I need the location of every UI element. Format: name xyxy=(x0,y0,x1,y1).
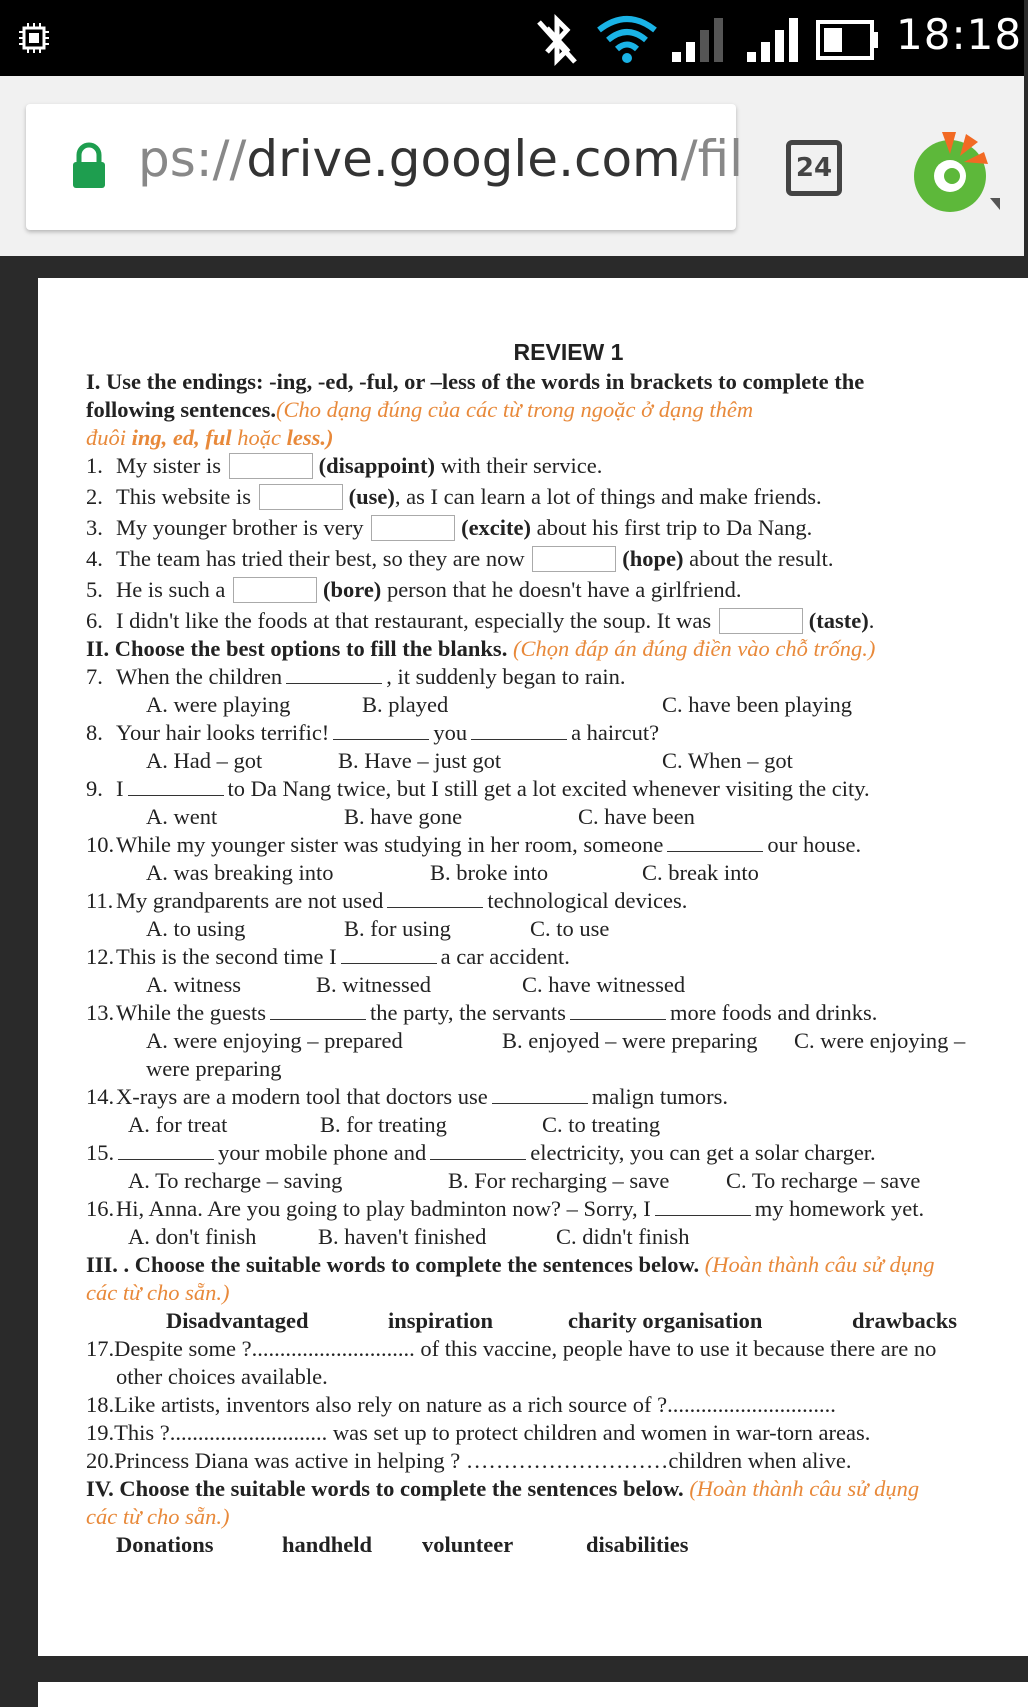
blank xyxy=(430,1142,526,1160)
answer-box-1[interactable] xyxy=(229,453,313,479)
word-4: disabilities xyxy=(586,1532,689,1557)
q15-options xyxy=(86,1167,1021,1195)
q20: 20.Princess Diana was active in helping ? ………………………children when alive. xyxy=(86,1448,852,1473)
section3-viet-a: (Hoàn thành câu sử dụng xyxy=(704,1252,935,1277)
q3: 3. My younger brother is very (excite) about his first trip to Da Nang. xyxy=(86,515,813,540)
option-b[interactable]: B. played xyxy=(362,692,449,717)
section3-heading: III. . Choose the suitable words to complete the sentences below. xyxy=(86,1252,700,1277)
q9-options xyxy=(86,803,1021,831)
section4-word-bank xyxy=(86,1531,1021,1559)
word-4: drawbacks xyxy=(852,1308,958,1333)
option-b[interactable]: B. for treating xyxy=(320,1112,447,1137)
option-a[interactable]: A. witness xyxy=(146,972,241,997)
q15: 15. your mobile phone and electricity, you can get a solar charger. xyxy=(86,1140,876,1165)
q5: 5. He is such a (bore) person that he doesn't have a girlfriend. xyxy=(86,577,742,602)
section1-viet-a: (Cho dạng đúng của các từ trong ngoặc ở dạng thêm xyxy=(276,397,754,422)
option-b[interactable]: B. For recharging – save xyxy=(448,1168,670,1193)
q9: 9. I to Da Nang twice, but I still get a lot excited whenever visiting the city. xyxy=(86,776,870,801)
q12: 12.This is the second time I a car accident. xyxy=(86,944,570,969)
q13: 13.While the guests the party, the servants more foods and drinks. xyxy=(86,1000,878,1025)
lock-icon xyxy=(70,142,108,190)
option-b[interactable]: B. witnessed xyxy=(316,972,431,997)
option-c[interactable]: C. to use xyxy=(530,916,610,941)
option-b[interactable]: B. have gone xyxy=(344,804,463,829)
q14-options xyxy=(86,1111,1021,1139)
section1-viet-b2: ing, ed, ful xyxy=(131,425,232,450)
word-1: Disadvantaged xyxy=(166,1308,309,1333)
blank xyxy=(655,1198,751,1216)
battery-icon xyxy=(816,20,880,60)
blank xyxy=(471,722,567,740)
status-bar xyxy=(0,0,1024,76)
section2-heading: II. Choose the best options to fill the blanks. xyxy=(86,636,508,661)
blank xyxy=(667,834,763,852)
section1-viet-b1: đuôi xyxy=(86,425,127,450)
option-a[interactable]: A. were enjoying – prepared xyxy=(146,1028,403,1053)
option-b[interactable]: B. for using xyxy=(344,916,451,941)
browser-toolbar xyxy=(0,76,1024,256)
option-b[interactable]: B. Have – just got xyxy=(338,748,502,773)
q6: 6. I didn't like the foods at that restaurant, especially the soup. It was (taste). xyxy=(86,608,875,633)
clock-time: 18:18 xyxy=(896,10,1023,59)
doc-title: REVIEW 1 xyxy=(513,339,624,365)
blank xyxy=(118,1142,214,1160)
option-b[interactable]: B. broke into xyxy=(430,860,549,885)
next-page-edge xyxy=(38,1682,1028,1707)
q7-options xyxy=(86,691,1021,719)
q7: 7. When the children , it suddenly began to rain. xyxy=(86,664,626,689)
q8: 8. Your hair looks terrific! you a haircut? xyxy=(86,720,660,745)
url-path: /fil xyxy=(680,130,743,188)
blank xyxy=(128,778,224,796)
section2-viet: (Chọn đáp án đúng điền vào chỗ trống.) xyxy=(512,636,876,661)
q11-options xyxy=(86,915,1021,943)
option-b[interactable]: B. enjoyed – were preparing xyxy=(502,1028,758,1053)
word-2: inspiration xyxy=(388,1308,494,1333)
option-c[interactable]: C. To recharge – save xyxy=(726,1168,921,1193)
q4: 4. The team has tried their best, so they are now (hope) about the result. xyxy=(86,546,834,571)
option-a[interactable]: A. don't finish xyxy=(128,1224,257,1249)
address-bar[interactable] xyxy=(26,104,743,230)
option-c[interactable]: C. have been xyxy=(578,804,695,829)
document-viewer[interactable] xyxy=(0,256,1024,1707)
document-content xyxy=(86,338,1021,1559)
blank xyxy=(333,722,429,740)
blank xyxy=(387,890,483,908)
option-a[interactable]: A. To recharge – saving xyxy=(128,1168,343,1193)
signal-strong-icon xyxy=(745,14,801,64)
q2: 2. This website is (use), as I can learn a lot of things and make friends. xyxy=(86,484,822,509)
q14: 14.X-rays are a modern tool that doctors use malign tumors. xyxy=(86,1084,729,1109)
option-a[interactable]: A. went xyxy=(146,804,218,829)
word-3: charity organisation xyxy=(568,1308,763,1333)
section1-viet-b4: less.) xyxy=(286,425,334,450)
option-c[interactable]: C. have witnessed xyxy=(522,972,686,997)
option-b[interactable]: B. haven't finished xyxy=(318,1224,487,1249)
blank xyxy=(286,666,382,684)
q13-options-cont xyxy=(86,1055,1021,1083)
answer-box-5[interactable] xyxy=(233,577,317,603)
answer-box-3[interactable] xyxy=(371,515,455,541)
q16: 16.Hi, Anna. Are you going to play badminton now? – Sorry, I my homework yet. xyxy=(86,1196,925,1221)
q13-options xyxy=(86,1027,1021,1055)
blank xyxy=(270,1002,366,1020)
word-3: volunteer xyxy=(422,1532,514,1557)
wifi-icon xyxy=(595,14,659,64)
blank xyxy=(341,946,437,964)
q19: 19.This ?............................ was set up to protect children and women in war-torn areas. xyxy=(86,1420,871,1445)
option-c[interactable]: C. were enjoying – xyxy=(794,1028,966,1053)
section1-heading-line1: I. Use the endings: -ing, -ed, -ful, or –less of the words in brackets to complete the xyxy=(86,369,865,394)
document-page xyxy=(38,278,1028,1656)
blank xyxy=(492,1086,588,1104)
section3-viet-b: các từ cho sẵn.) xyxy=(86,1280,230,1305)
q8-options xyxy=(86,747,1021,775)
option-a[interactable]: A. were playing xyxy=(146,692,291,717)
blank xyxy=(570,1002,666,1020)
chip-icon xyxy=(18,22,50,54)
tab-switcher-button[interactable]: 24 xyxy=(786,140,842,196)
q17-cont: other choices available. xyxy=(116,1364,328,1389)
option-a[interactable]: A. Had – got xyxy=(146,748,263,773)
option-a[interactable]: A. to using xyxy=(146,916,246,941)
section1-heading-line2: following sentences. xyxy=(86,397,276,422)
q16-options xyxy=(86,1223,1021,1251)
option-a[interactable]: A. for treat xyxy=(128,1112,228,1137)
q10-options xyxy=(86,859,1021,887)
option-c[interactable]: C. When – got xyxy=(662,748,793,773)
url-text[interactable] xyxy=(138,130,743,188)
q17: 17.Despite some ?............................. of this vaccine, people have to use it because there are no xyxy=(86,1336,937,1361)
q12-options xyxy=(86,971,1021,999)
option-c[interactable]: C. break into xyxy=(642,860,759,885)
word-2: handheld xyxy=(282,1532,373,1557)
option-c[interactable]: C. to treating xyxy=(542,1112,661,1137)
section1-viet-b3: hoặc xyxy=(237,425,282,450)
section4-heading: IV. Choose the suitable words to complete the sentences below. xyxy=(86,1476,684,1501)
url-domain: drive.google.com xyxy=(246,130,681,188)
url-prefix: ps:// xyxy=(138,130,247,188)
section4-viet-b: các từ cho sẵn.) xyxy=(86,1504,230,1529)
q18: 18.Like artists, inventors also rely on nature as a rich source of ?.............................. xyxy=(86,1392,836,1417)
q10: 10.While my younger sister was studying in her room, someone our house. xyxy=(86,832,862,857)
option-c[interactable]: C. didn't finish xyxy=(556,1224,690,1249)
coccoc-menu-icon[interactable] xyxy=(906,124,1002,220)
option-a[interactable]: A. was breaking into xyxy=(146,860,334,885)
answer-box-4[interactable] xyxy=(532,546,616,572)
word-1: Donations xyxy=(116,1532,214,1557)
answer-box-2[interactable] xyxy=(259,484,343,510)
section3-word-bank xyxy=(86,1307,1021,1335)
bluetooth-off-icon xyxy=(535,14,579,66)
answer-box-6[interactable] xyxy=(719,608,803,634)
q11: 11. My grandparents are not used technological devices. xyxy=(86,888,688,913)
q1: 1. My sister is (disappoint) with their service. xyxy=(86,453,603,478)
option-c-cont: were preparing xyxy=(146,1056,282,1081)
option-c[interactable]: C. have been playing xyxy=(662,692,852,717)
section4-viet-a: (Hoàn thành câu sử dụng xyxy=(689,1476,920,1501)
signal-weak-icon xyxy=(668,14,728,64)
